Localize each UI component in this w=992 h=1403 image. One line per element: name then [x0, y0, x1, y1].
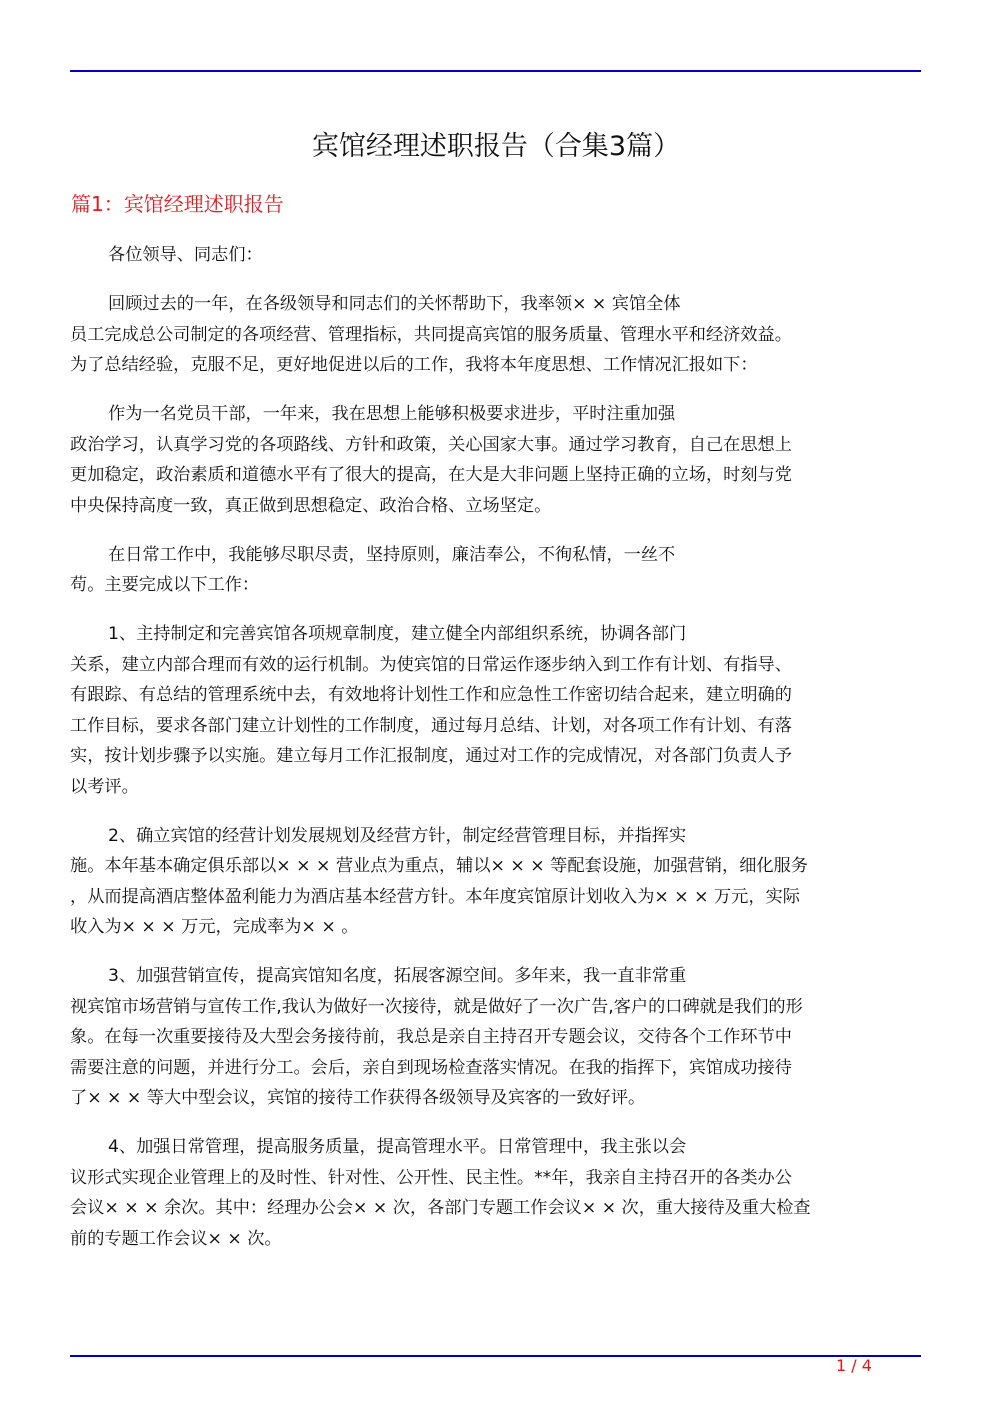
page-number: 1 / 4 — [836, 1356, 872, 1375]
paragraph — [70, 821, 921, 943]
paragraph-line: 1、主持制定和完善宾馆各项规章制度，建立健全内部组织系统，协调各部门 — [108, 624, 687, 644]
paragraph-line: 象。在每一次重要接待及大型会务接待前，我总是亲自主持召开专题会议，交待各个工作环节中 — [70, 1027, 792, 1047]
paragraph-line: 在日常工作中，我能够尽职尽责，坚持原则，廉洁奉公，不徇私情，一丝不 — [108, 544, 676, 565]
section-heading: 篇1：宾馆经理述职报告 — [71, 192, 284, 216]
paragraph-line: 有跟踪、有总结的管理系统中去，有效地将计划性工作和应急性工作密切结合起来，建立明确的 — [70, 685, 792, 705]
paragraph-line: 更加稳定，政治素质和道德水平有了很大的提高，在大是大非问题上坚持正确的立场，时刻与党 — [70, 465, 792, 485]
document-title: 宾馆经理述职报告（合集3篇） — [311, 131, 681, 162]
paragraph-line: 工作目标，要求各部门建立计划性的工作制度，通过每月总结、计划，对各项工作有计划、有落 — [70, 715, 792, 736]
paragraph-line: 作为一名党员干部，一年来，我在思想上能够积极要求进步，平时注重加强 — [108, 404, 676, 424]
document-body — [70, 240, 921, 1273]
paragraph-line: ，从而提高酒店整体盈利能力为酒店基本经营方针。本年度宾馆原计划收入为× × × 万元，实际 — [70, 886, 800, 907]
footer-rule — [70, 1355, 921, 1357]
paragraph — [70, 1132, 921, 1254]
paragraph-line: 3、加强营销宣传，提高宾馆知名度，拓展客源空间。多年来，我一直非常重 — [108, 966, 687, 986]
paragraph — [70, 289, 921, 381]
paragraph — [70, 399, 921, 521]
paragraph — [70, 240, 921, 271]
paragraph-line: 了× × × 等大中型会议，宾馆的接待工作获得各级领导及宾客的一致好评。 — [70, 1088, 646, 1108]
paragraph-line: 需要注意的问题，并进行分工。会后，亲自到现场检查落实情况。在我的指挥下，宾馆成功接待 — [70, 1057, 792, 1078]
paragraph-line: 以考评。 — [70, 776, 139, 797]
paragraph-line: 前的专题工作会议× × 次。 — [70, 1228, 282, 1249]
paragraph-line: 会议× × × 余次。其中：经理办公会× × 次，各部门专题工作会议× × 次，重大接待及重大检查 — [70, 1198, 811, 1218]
paragraph-line: 各位领导、同志们： — [108, 245, 263, 265]
paragraph — [70, 961, 921, 1114]
paragraph-line: 关系，建立内部合理而有效的运行机制。为使宾馆的日常运作逐步纳入到工作有计划、有指导、 — [70, 654, 792, 675]
paragraph-line: 政治学习，认真学习党的各项路线、方针和政策，关心国家大事。通过学习教育，自己在思想上 — [70, 434, 792, 455]
header-rule — [70, 70, 921, 72]
paragraph-line: 施。本年基本确定俱乐部以× × × 营业点为重点，辅以× × × 等配套设施，加强营销，细化服务 — [70, 856, 808, 876]
paragraph-line: 2、确立宾馆的经营计划发展规划及经营方针，制定经营管理目标，并指挥实 — [108, 825, 687, 846]
paragraph-line: 员工完成总公司制定的各项经营、管理指标，共同提高宾馆的服务质量、管理水平和经济效益。 — [70, 324, 792, 345]
paragraph-line: 苟。主要完成以下工作： — [70, 575, 260, 595]
paragraph — [70, 619, 921, 802]
paragraph-line: 实，按计划步骤予以实施。建立每月工作汇报制度，通过对工作的完成情况，对各部门负责人予 — [70, 746, 792, 766]
paragraph-line: 4、加强日常管理，提高服务质量，提高管理水平。日常管理中，我主张以会 — [108, 1137, 687, 1157]
paragraph-line: 回顾过去的一年，在各级领导和同志们的关怀帮助下，我率领× × 宾馆全体 — [108, 294, 681, 314]
paragraph-line: 议形式实现企业管理上的及时性、针对性、公开性、民主性。**年，我亲自主持召开的各类办公 — [70, 1167, 792, 1188]
paragraph-line: 收入为× × × 万元，完成率为× × 。 — [70, 917, 359, 937]
paragraph-line: 视宾馆市场营销与宣传工作,我认为做好一次接待，就是做好了一次广告,客户的口碑就是我们的形 — [70, 996, 803, 1017]
paragraph-line: 为了总结经验，克服不足，更好地促进以后的工作，我将本年度思想、工作情况汇报如下： — [70, 355, 758, 375]
paragraph-line: 中央保持高度一致，真正做到思想稳定、政治合格、立场坚定。 — [70, 495, 552, 516]
paragraph — [70, 540, 921, 601]
